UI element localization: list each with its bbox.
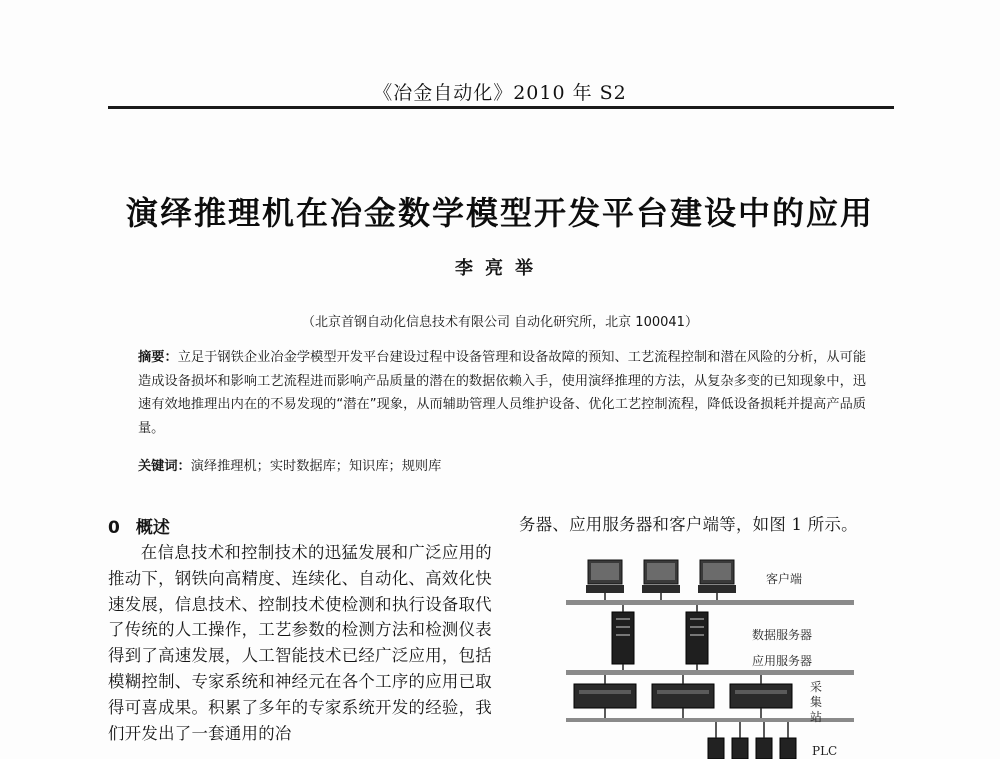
- client-workstation-3: [698, 560, 736, 593]
- section-paragraph: 在信息技术和控制技术的迅猛发展和广泛应用的推动下，钢铁向高精度、连续化、自动化、高效化快速发展，信息技术、控制技术使检测和执行设备取代了传统的人工操作，工艺参数的检测方法和检测仪表得到了高速发展，人工智能技术已经广泛应用，包括模糊控制、专家系统和神经元在各个工序的应用已取得可喜成果。积累了多年的专家系统开发的经验，我们开发出了一套通用的冶: [108, 543, 492, 743]
- abstract-text: 立足于钢铁企业冶金学模型开发平台建设过程中设备管理和设备故障的预知、工艺流程控制和潜在风险的分析，从可能造成设备损坏和影响工艺流程进而影响产品质量的潜在的数据依赖入手，使用演绎推理的方法，从复杂多变的已知现象中，迅速有效地推理出内在的不易发现的“潜在”现象，从而辅助管理人员维护设备、优化工艺控制流程，降低设备损耗并提高产品质量。: [138, 350, 867, 436]
- keywords-text: 演绎推理机；实时数据库；知识库；规则库: [190, 459, 442, 474]
- header-rule: [108, 106, 894, 109]
- journal-header: 《冶金自动化》2010 年 S2: [373, 82, 627, 104]
- collection-station-3: [730, 684, 792, 708]
- collection-station-2: [652, 684, 714, 708]
- section-title: 概述: [135, 518, 170, 538]
- label-collection-station: 采集站: [810, 680, 823, 724]
- keywords-label: 关键词：: [138, 459, 191, 474]
- paper-title: 演绎推理机在冶金数学模型开发平台建设中的应用: [125, 194, 874, 232]
- abstract: [138, 346, 866, 440]
- right-column-text: 务器、应用服务器和客户端等，如图 1 所示。: [519, 515, 858, 534]
- network-bus-2: [566, 670, 854, 675]
- collection-station-1: [574, 684, 636, 708]
- section-heading: [108, 513, 170, 538]
- author: 李亮举: [455, 258, 545, 279]
- plc-units: [708, 722, 796, 759]
- client-workstation-2: [642, 560, 680, 593]
- network-bus-1: [566, 600, 854, 605]
- label-client: 客户端: [766, 572, 803, 586]
- label-data-server: 数据服务器: [752, 628, 813, 642]
- affiliation: （北京首钢自动化信息技术有限公司 自动化研究所，北京 100041）: [302, 315, 698, 330]
- label-app-server: 应用服务器: [752, 654, 813, 668]
- app-server: [686, 612, 708, 664]
- architecture-diagram: [560, 548, 860, 759]
- client-workstation-1: [586, 560, 624, 593]
- label-plc: PLC: [812, 744, 838, 758]
- keywords: [138, 455, 866, 478]
- data-server: [612, 612, 634, 664]
- section-number: 0: [108, 518, 120, 538]
- figure-architecture: [560, 548, 860, 759]
- abstract-label: 摘要：: [138, 350, 178, 365]
